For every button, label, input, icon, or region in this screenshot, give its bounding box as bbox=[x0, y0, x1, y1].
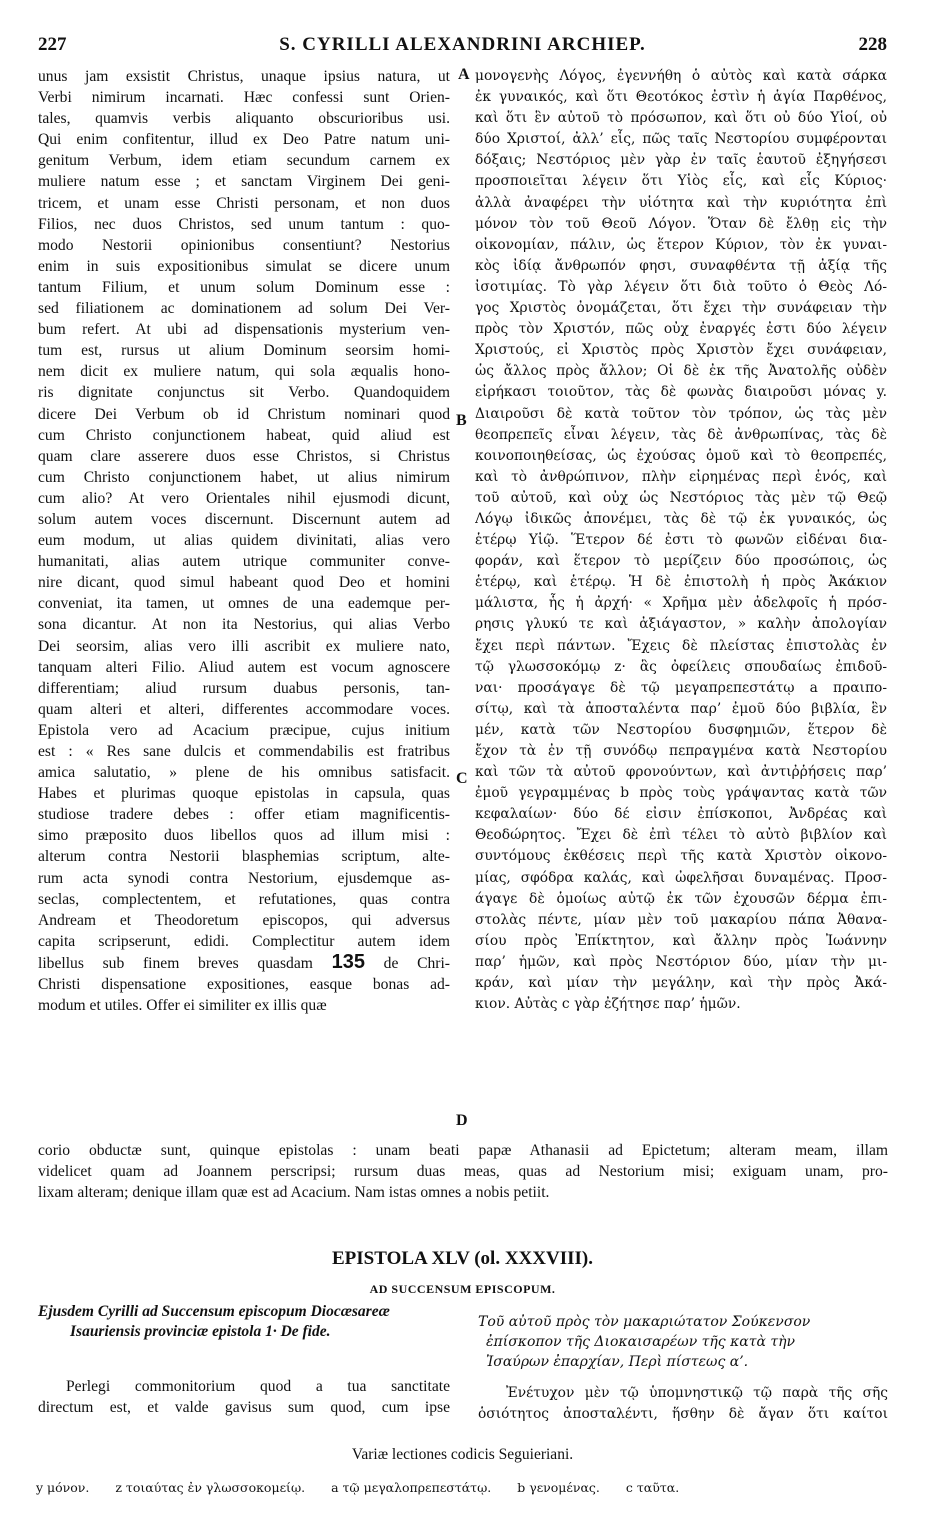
greek-line: γος Χριστὸς ὀνομάζεται, ὅτι ἔχει τὴν συνάφειαν τὴν bbox=[475, 300, 887, 317]
latin-body-line: directum est, et valde gavisus sum quod, cum ipse bbox=[38, 1399, 450, 1416]
latin-line: differentiam; aliud rursum duabus personis, tan- bbox=[38, 679, 450, 697]
greek-line: ἰσοτιμίας. Τὸ γὰρ λέγειν ὅτι διὰ τοῦτο ὁ Θεὸς Λό- bbox=[475, 278, 887, 295]
margin-letter-c: C bbox=[456, 770, 468, 787]
full-width-text bbox=[38, 1140, 888, 1203]
latin-line: solum autem voces discernunt. Discernunt autem ad bbox=[38, 510, 450, 528]
latin-line: nem dicit ex muliere natum, qui sola æqualis hono- bbox=[38, 363, 450, 381]
latin-line: tales, quamvis verbis aliquanto obscurioribus usi. bbox=[38, 110, 450, 128]
latin-line: ris dignitate conjunctus sit Verbo. Quandoquidem bbox=[38, 384, 450, 402]
variants-title: Variæ lectiones codicis Seguieriani. bbox=[351, 1446, 574, 1463]
greek-line: κιον. Αὐτὰς c γὰρ ἐζήτησε παρ’ ἡμῶν. bbox=[475, 996, 741, 1013]
latin-line: capita scripserunt, edidi. Complectitur autem idem bbox=[38, 932, 450, 950]
latin-line: sed filiationem ac dominationem ad solum Dei Ver- bbox=[38, 300, 450, 318]
latin-line: studiose tradere debes : offer etiam magnificentis- bbox=[38, 806, 450, 824]
latin-line: dicere Dei Verbum ob id Christum nominari quod bbox=[38, 405, 450, 423]
latin-line: modo Nestorii opinionibus consentiunt? Nestorius bbox=[38, 236, 450, 254]
greek-line: ρησις γλυκύ τε καὶ ἀξιάγαστον, » καλὴν ἀπολογίαν bbox=[475, 616, 887, 633]
latin-heading-line: Isauriensis provinciæ epistola 1· De fide. bbox=[70, 1323, 331, 1340]
latin-line: quam alteri et alteri, differentes accommodare voces. bbox=[38, 700, 450, 718]
latin-line bbox=[38, 952, 450, 974]
page-number-left: 227 bbox=[38, 34, 67, 55]
latin-line: seclas, complectentem, et refutationes, quas contra bbox=[38, 890, 450, 908]
latin-line: genitum Verbum, idem etiam secundum carnem ex bbox=[38, 152, 450, 170]
greek-line: πρὸς τὸν Χριστόν, πῶς οὐχ ἐναργές ἐστι δύο λέγειν bbox=[475, 321, 887, 338]
latin-line: sona dicantur. At non ita Nestorius, qui alias Verbo bbox=[38, 616, 450, 634]
latin-line: nire dicant, quod simul habeant quod Deo et homini bbox=[38, 574, 450, 592]
latin-line: modum et utiles. Offer ei similiter ex illis quæ bbox=[38, 997, 327, 1015]
greek-line: άγαγε δὲ ὁμοίως αὐτῷ ἐκ τῶν ἐχουσῶν δέρμα ἐπι- bbox=[475, 890, 887, 907]
greek-line: δόξαις; Νεστόριος μὲν γὰρ ἐν ταῖς ἑαυτοῦ ἐξηγήσεσι bbox=[475, 152, 887, 169]
latin-body-start bbox=[38, 1376, 450, 1418]
greek-line: μέν, κατὰ τῶν Νεστορίου δυσφημιῶν, ἕτερον δὲ bbox=[475, 721, 887, 738]
latin-line: Habes et plurimas quoque epistolas in capsula, quas bbox=[38, 785, 450, 803]
greek-line: ἐμοῦ γεγραμμένας b πρὸς τοὺς γράψαντας κατὰ τῶν bbox=[475, 785, 887, 802]
greek-line: φοράν, καὶ ἕτερον τὸ μερίζειν δύο προσώποις, ὡς bbox=[475, 553, 887, 570]
greek-line: ἔχει περὶ πάντων. Ἔχεις δὲ πλείστας ἐπιστολὰς ἐν bbox=[475, 637, 887, 654]
greek-line: ἔχον τὰ ἐν τῇ συνόδῳ πεπραγμένα κατὰ Νεστορίου bbox=[475, 743, 887, 759]
greek-line: κοινοποιηθείσας, ὡς ἐχούσας ὁμοῦ καὶ τὸ θεοπρεπές, bbox=[475, 447, 887, 464]
greek-line: ἐκ γυναικός, καὶ ὅτι Θεοτόκος ἐστὶν ἡ ἁγία Παρθένος, bbox=[475, 89, 887, 106]
greek-line: ὡς ἄλλος πρὸς ἄλλον; Οἱ δὲ ἐκ τῆς Ἀνατολῆς οὐδὲν bbox=[475, 363, 887, 380]
greek-line: ἑτέρῳ, καὶ ἑτέρῳ. Ἡ δὲ ἐπιστολὴ ἡ πρὸς Ἀκάκιον bbox=[475, 574, 887, 591]
greek-line: δύο Χριστοί, ἀλλ’ εἷς, πῶς ταῖς Νεστορίου συμφέρονται bbox=[475, 131, 887, 148]
greek-line: θεοπρεπεῖς εἶναι λέγειν, τὰς δὲ ἀνθρωπίνας, τὰς δὲ bbox=[475, 426, 887, 443]
latin-line: conveniat, ita tamen, ut omnes de una eademque per- bbox=[38, 595, 450, 613]
latin-line: humanitati, alias autem utrique communiter conve- bbox=[38, 553, 450, 571]
latin-line: unus jam exsistit Christus, unaque ipsius natura, ut bbox=[38, 68, 450, 85]
greek-line: μάλιστα, ἧς ἡ ἀρχή· « Χρῆμα μὲν ἀδελφοῖς ἡ πρόσ- bbox=[475, 595, 887, 612]
greek-line: μίας, σφόδρα καλάς, καὶ ὠφελῆσαι δυναμένας. Προσ- bbox=[475, 869, 887, 886]
latin-body-line: Perlegi commonitorium quod a tua sanctitate bbox=[66, 1378, 450, 1395]
margin-letter-d: D bbox=[456, 1112, 468, 1129]
greek-line: μονογενὴς Λόγος, ἐγεννήθη ὁ αὐτὸς καὶ κατὰ σάρκα bbox=[475, 68, 887, 84]
greek-heading-line: ἐπίσκοπον τῆς Διοκαισαρέων τῆς κατὰ τὴν bbox=[486, 1334, 796, 1350]
full-line: lixam alteram; denique illam quæ est ad Acacium. Nam istas omnes a nobis petiit. bbox=[38, 1184, 550, 1202]
greek-line: κὸς ἰδίᾳ ἄνθρωπόν φησι, συναφθέντα τῇ ἀξίᾳ τῆς bbox=[475, 257, 887, 274]
page-number-right: 228 bbox=[858, 34, 887, 55]
latin-line: cum Christo conjunctionem habet, ut alius nimirum bbox=[38, 468, 450, 486]
running-header bbox=[38, 34, 887, 58]
greek-line: σίου πρὸς Ἐπίκτητον, καὶ ἄλλην πρὸς Ἰωάννην bbox=[475, 932, 887, 949]
greek-heading bbox=[478, 1312, 888, 1372]
greek-line: μόνον τὸν τοῦ Θεοῦ Λόγον. Ὅταν δὲ ἔλθῃ εἰς τὴν bbox=[475, 215, 887, 232]
latin-line: tum est, rursus ut alium Dominum seorsim homi- bbox=[38, 342, 450, 360]
greek-line: ἑτέρῳ Υἱῷ. Ἕτερον δέ ἐστι τὸ φωνῶν εἰδέναι δια- bbox=[475, 532, 887, 549]
greek-line: Διαιροῦσι δὲ κατὰ τοῦτον τὸν τρόπον, ὡς τὰς μὲν bbox=[475, 405, 887, 422]
latin-column bbox=[38, 66, 450, 1016]
latin-line: eum modum, ut alias quidem divinitati, alias vero bbox=[38, 532, 450, 550]
greek-line: ἀλλὰ ἀναφέρει τὴν υἱότητα καὶ τὴν κυριότητα ἐπὶ bbox=[475, 194, 887, 211]
latin-line: quam clare asserere duos esse Christos, si Christus bbox=[38, 447, 450, 465]
greek-line: κράν, καὶ μίαν τὴν μεγάλην, καὶ τὴν πρὸς Ἀκά- bbox=[475, 975, 887, 992]
variants-line bbox=[36, 1480, 886, 1495]
greek-line: οἰκονομίαν, πάλιν, ὡς ἕτερον Κύριον, τὸν ἐκ γυναι- bbox=[475, 236, 887, 253]
latin-line: amica salutatio, » plene de his omnibus satisfacit. bbox=[38, 764, 450, 782]
greek-line: καὶ τῶν τὰ αὐτοῦ φρονούντων, καὶ ἀντιῤῥήσεις παρ’ bbox=[475, 764, 887, 781]
column-number: 135 bbox=[331, 951, 365, 973]
greek-line: στολὰς πέντε, μίαν μὲν τοῦ μακαρίου πάπα Ἀθανα- bbox=[475, 911, 887, 928]
greek-line: παρ’ ἡμῶν, καὶ πρὸς Νεστόριον δύο, μίαν τὴν μι- bbox=[475, 953, 887, 970]
greek-line: Χριστούς, εἰ Χριστὸς πρὸς Χριστὸν ἔχει συνάφειαν, bbox=[475, 342, 887, 359]
latin-line: Verbi nimirum incarnati. Hæc confessi sunt Orien- bbox=[38, 89, 450, 107]
greek-line: Θεοδώρητος. Ἔχει δὲ ἐπὶ τέλει τὸ αὐτὸ βιβλίον καὶ bbox=[475, 827, 887, 844]
greek-heading-line: Τοῦ αὐτοῦ πρὸς τὸν μακαριώτατον Σούκενσον bbox=[478, 1314, 811, 1330]
latin-line: Epistola vero ad Acacium præcipue, cujus initium bbox=[38, 721, 450, 739]
epistola-subtitle: AD SUCCENSUM EPISCOPUM. bbox=[369, 1282, 556, 1296]
greek-line: τῷ γλωσσοκόμῳ z· ἃς ὀφείλεις σπουδαίως ἐπιδοῦ- bbox=[475, 658, 887, 675]
latin-heading-line: Ejusdem Cyrilli ad Succensum episcopum Diocæsareæ bbox=[38, 1303, 390, 1320]
greek-line: προσποιεῖται λέγειν ὅτι Υἱὸς εἷς, καὶ εἷς Κύριος· bbox=[475, 173, 887, 190]
latin-line-text: de Chri- bbox=[383, 954, 450, 972]
greek-line: σίτῳ, καὶ τὰ ἀποσταλέντα παρ’ ἐμοῦ δύο βιβλία, ἓν bbox=[475, 700, 887, 717]
latin-line: Christi dispensatione expositiones, easque bonas ad- bbox=[38, 976, 450, 994]
greek-line: καὶ ὅτι ἓν αὐτοῦ τὸ πρόσωπον, καὶ ὅτι οὐ δύο Υἱοί, οὐ bbox=[475, 110, 887, 127]
variant-item: b γενομένας. bbox=[517, 1480, 600, 1495]
latin-line: Filios, nec duos Christos, sed unum tantum : quo- bbox=[38, 215, 450, 233]
latin-line: simo præposito duos libellos quos ad illum misi : bbox=[38, 827, 450, 845]
latin-line: Dei seorsim, alias vero illi ascribit ex muliere nato, bbox=[38, 637, 450, 655]
latin-line: tricem, et unam esse Christi personam, et non duos bbox=[38, 194, 450, 212]
latin-line: cum alio? At vero Orientales nihil ejusmodi dicunt, bbox=[38, 489, 450, 507]
variant-item: y μόνον. bbox=[36, 1480, 90, 1495]
latin-line: tantum Filium, et unum solum Dominum esse : bbox=[38, 278, 450, 296]
greek-line: Λόγῳ ἰδικῶς ἀπονέμει, τὰς δὲ τῷ ἐκ γυναικός, ὡς bbox=[475, 510, 887, 527]
greek-line: εἰρήκασι τοιοῦτον, τὰς δὲ φωνὰς διαιροῦσι μόνας y. bbox=[475, 384, 887, 401]
greek-column bbox=[475, 66, 887, 1015]
latin-line: alterum contra Nestorii blasphemias scriptum, alte- bbox=[38, 848, 450, 866]
greek-line: συντόμους ἐκθέσεις περὶ τῆς κατὰ Χριστὸν οἰκονο- bbox=[475, 848, 887, 865]
latin-line: est : « Res sane dulcis et commendabilis est fratribus bbox=[38, 743, 450, 760]
greek-body-line: Ἐνέτυχον μὲν τῷ ὑπομνηστικῷ τῷ παρὰ τῆς σῆς bbox=[506, 1385, 888, 1401]
latin-line: muliere natum esse ; et sanctam Virginem Dei geni- bbox=[38, 173, 450, 191]
epistola-title: EPISTOLA XLV (ol. XXXVIII). bbox=[332, 1248, 593, 1269]
variant-item: a τῷ μεγαλοπρεπεστάτῳ. bbox=[331, 1480, 492, 1495]
full-line: corio obductæ sunt, quinque epistolas : unam beati papæ Athanasii ad Epictetum; alteram meam, illam bbox=[38, 1142, 888, 1159]
latin-line: tanquam alteri Filio. Aliud autem est vocum agnoscere bbox=[38, 658, 450, 676]
margin-letter-b: B bbox=[456, 412, 467, 429]
greek-heading-line: Ἰσαύρων ἐπαρχίαν, Περὶ πίστεως α’. bbox=[486, 1354, 749, 1370]
latin-line: Andream et Theodoretum episcopos, qui adversus bbox=[38, 911, 450, 929]
latin-line: Qui enim confitentur, illud ex Deo Patre natum uni- bbox=[38, 131, 450, 149]
greek-body-start bbox=[478, 1383, 888, 1425]
variant-item: c ταῦτα. bbox=[625, 1480, 680, 1495]
latin-line: cum Christo conjunctionem habeat, quid aliud est bbox=[38, 426, 450, 444]
variant-item: z τοιαύτας ἐν γλωσσοκομείῳ. bbox=[115, 1480, 306, 1495]
latin-line: rum acta synodi contra Nestorium, ejusdemque as- bbox=[38, 869, 450, 887]
greek-body-line: ὁσιότητος ἀποσταλέντι, ἥσθην δὲ ἄγαν ὅτι καίτοι bbox=[478, 1406, 888, 1422]
margin-letter-a: A bbox=[458, 66, 470, 83]
greek-line: κεφαλαίων· δύο δέ εἰσιν ἐπίσκοποι, Ἀνδρέας καὶ bbox=[475, 806, 887, 823]
greek-line: τοῦ αὐτοῦ, καὶ οὐχ ὡς Νεστόριος τὰς μὲν τῷ Θεῷ bbox=[475, 489, 887, 506]
latin-line: enim in suis expositionibus simulat se dicere unum bbox=[38, 257, 450, 275]
latin-line-text: libellus sub finem breves quasdam bbox=[38, 954, 313, 972]
latin-heading bbox=[38, 1302, 458, 1342]
full-line: videlicet quam ad Joannem perscripsi; rursum duas meas, quas ad Nestorium misi; exiguam unam, pro- bbox=[38, 1163, 888, 1181]
latin-line: bum refert. At ubi ad dispensationis mysterium ven- bbox=[38, 321, 450, 339]
greek-line: καὶ τὸ ἀνθρώπινον, πλὴν εἰρημένας περὶ ἑνός, καὶ bbox=[475, 468, 887, 485]
greek-line: ναι· προσάγαγε δὲ τῷ μεγαπρεπεστάτῳ a πραιπο- bbox=[475, 679, 887, 696]
running-title: S. CYRILLI ALEXANDRINI ARCHIEP. bbox=[279, 34, 646, 55]
